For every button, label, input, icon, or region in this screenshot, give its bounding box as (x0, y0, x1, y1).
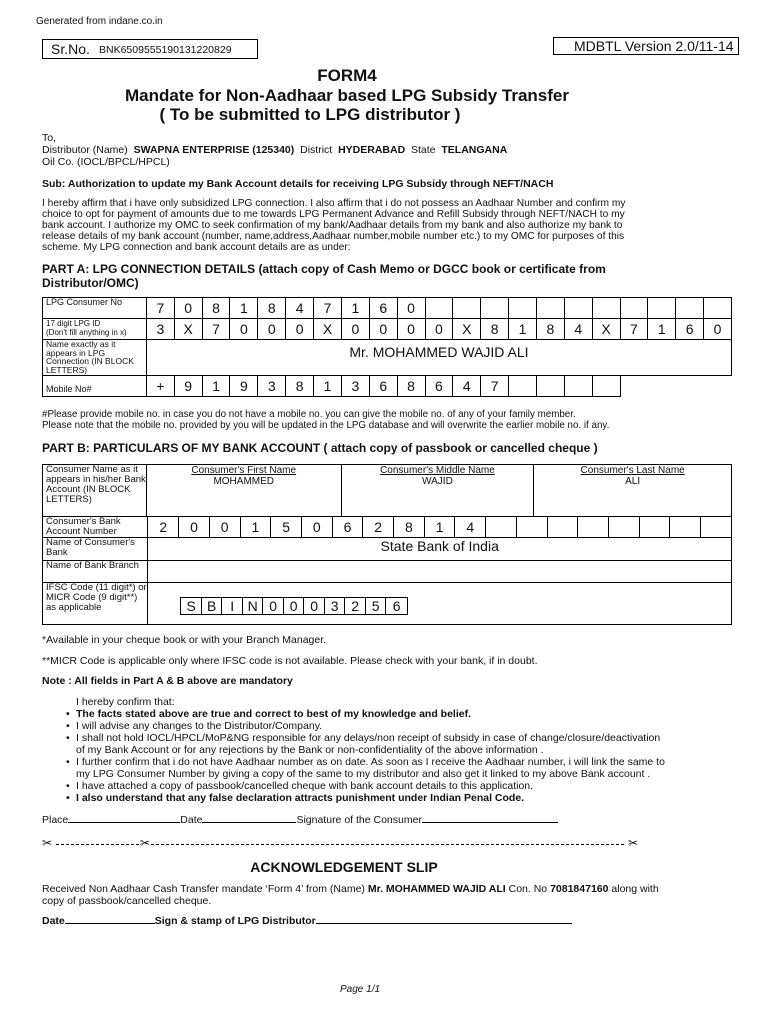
mobile-cell[interactable]: 9 (174, 376, 202, 397)
ifsc-cell[interactable]: 3 (325, 598, 346, 614)
consumer-no-cell[interactable] (536, 298, 564, 319)
mobile-cell[interactable]: 3 (341, 376, 369, 397)
account-cell[interactable] (701, 517, 732, 538)
lpg-id-label (43, 319, 147, 340)
affirm-line: I hereby affirm that i have only subsidized LPG connection. I also affirm that i do not possess an Aadhaar Number and confirm my (42, 198, 626, 209)
lpg-id-cell[interactable]: 0 (286, 319, 314, 340)
ifsc-cell[interactable]: S (181, 598, 202, 614)
lpg-id-cell[interactable]: X (592, 319, 620, 340)
signature-line (42, 814, 602, 826)
ack-sign-line (42, 915, 602, 927)
consumer-no-cell[interactable]: 0 (397, 298, 425, 319)
first-name-value: MOHAMMED (213, 476, 274, 487)
place-field[interactable] (68, 822, 180, 823)
ack-date-label: Date (42, 915, 65, 927)
part-b-heading: PART B: PARTICULARS OF MY BANK ACCOUNT ( attach copy of passbook or cancelled cheque ) (42, 441, 598, 455)
signature-label: Signature of the Consumer (296, 814, 422, 826)
ifsc-row (43, 583, 732, 625)
account-cell[interactable] (516, 517, 547, 538)
version-box: MDBTL Version 2.0/11-14 (553, 37, 739, 55)
affirm-line: scheme. My LPG connection and bank account details are as under: (42, 242, 351, 253)
mobile-note-line1: #Please provide mobile no. in case you do not have a mobile no. you can give the mobile no. of any of your family member. (42, 409, 576, 420)
mobile-cell[interactable]: 6 (369, 376, 397, 397)
lpg-id-cell[interactable]: 4 (564, 319, 592, 340)
ack-line2: copy of passbook/cancelled cheque. (42, 895, 212, 907)
srno-value: BNK6509555190131220829 (99, 44, 232, 56)
confirm-list (66, 708, 666, 804)
oil-company: Oil Co. (IOCL/BPCL/HPCL) (42, 156, 170, 168)
footnote-micr: **MICR Code is applicable only where IFSC code is not available. Please check with your bank, if in doubt. (42, 655, 538, 667)
place-label: Place (42, 814, 69, 826)
consumer-no-cell[interactable] (704, 298, 732, 319)
branch-name-field[interactable] (148, 561, 732, 583)
account-cell[interactable] (639, 517, 670, 538)
bank-label: Name of Consumer's Bank (43, 538, 148, 561)
form-title: FORM4 (317, 66, 377, 85)
consumer-no-row (43, 298, 732, 319)
mobile-cell[interactable]: 9 (230, 376, 258, 397)
distributor-line (42, 144, 507, 156)
part-a-table (42, 297, 732, 397)
confirm-item: • I will advise any changes to the Distributor/Company. (66, 720, 666, 732)
account-cell[interactable]: 5 (271, 517, 302, 538)
ifsc-boxes (180, 597, 408, 615)
confirm-item: • The facts stated above are true and correct to best of my knowledge and belief. (66, 708, 666, 720)
consumer-no-cell[interactable]: 1 (341, 298, 369, 319)
lpg-id-cell[interactable]: X (174, 319, 202, 340)
account-row (43, 517, 732, 538)
confirm-item: • I further confirm that i do not have Aadhaar number as on date. As soon as I receive the Aadhaar number, i will link the same to my LPG Consumer Number by giving a copy of the same to my distributor and also get it linked to my above Bank account . (66, 756, 666, 780)
consumer-no-cell[interactable] (676, 298, 704, 319)
account-cell[interactable]: 2 (148, 517, 179, 538)
form-subtitle: Mandate for Non-Aadhaar based LPG Subsidy Transfer (125, 86, 569, 105)
footnote-cheque: *Available in your cheque book or with your Branch Manager. (42, 634, 327, 646)
cut-line (42, 838, 638, 850)
account-cell[interactable]: 8 (394, 517, 425, 538)
mobile-label: Mobile No# (43, 376, 147, 397)
consumer-no-cell[interactable]: 4 (286, 298, 314, 319)
footnote-mandatory: Note : All fields in Part A & B above are mandatory (42, 675, 293, 687)
ack-text-post: along with (611, 883, 659, 895)
ack-sign-label: Sign & stamp of LPG Distributor (154, 915, 316, 927)
account-cell[interactable]: 6 (332, 517, 363, 538)
empty-cell (704, 376, 732, 397)
confirm-item: • I shall not hold IOCL/HPCL/MoP&NG responsible for any delays/non receipt of subsidy in case of change/closure/deactivation of my Bank Account or for any rejections by the Bank or non-confidentiality of the above information . (66, 732, 666, 756)
ack-con-no: 7081847160 (550, 883, 609, 895)
ack-text-pre: Received Non Aadhaar Cash Transfer mandate ‘Form 4’ from (Name) (42, 883, 365, 895)
mobile-row (43, 376, 732, 397)
first-name-head-text: Consumer's First Name (191, 465, 297, 476)
scissors-icon: ✂ (140, 836, 151, 850)
lpg-id-cell[interactable]: 0 (341, 319, 369, 340)
affirm-line: bank account. I authorize my OMC to seek confirmation of my bank/Aadhaar details from my bank and also authorize my bank to (42, 220, 623, 231)
dist-name: SWAPNA ENTERPRISE (125340) (133, 144, 295, 156)
lpg-id-cell[interactable]: 7 (202, 319, 230, 340)
consumer-no-label: LPG Consumer No (43, 298, 147, 319)
consumer-no-cell[interactable]: 7 (314, 298, 342, 319)
lpg-id-cell[interactable]: 8 (481, 319, 509, 340)
ack-sign-field[interactable] (316, 923, 572, 924)
ifsc-cell[interactable]: B (202, 598, 223, 614)
account-cell[interactable] (486, 517, 517, 538)
name-label: Name exactly as it appears in LPG Connection (IN BLOCK LETTERS) (43, 340, 147, 376)
mobile-cell[interactable]: 4 (453, 376, 481, 397)
dist-label: Distributor (Name) (42, 144, 128, 156)
mobile-cell[interactable]: 3 (258, 376, 286, 397)
lpg-id-cell[interactable]: 0 (230, 319, 258, 340)
middle-name-head-text: Consumer's Middle Name (380, 465, 495, 476)
lpg-id-row (43, 319, 732, 340)
consumer-no-cell[interactable] (453, 298, 481, 319)
lpg-id-label-line2: (Don't fill anything in x) (46, 328, 127, 337)
lpg-id-cell[interactable]: 1 (648, 319, 676, 340)
part-b-table-lower (42, 516, 732, 625)
account-cell[interactable]: 1 (424, 517, 455, 538)
connection-name-field[interactable]: Mr. MOHAMMED WAJID ALI (146, 340, 731, 376)
ifsc-cell[interactable]: 0 (284, 598, 305, 614)
lpg-id-label-line1: 17 digit LPG ID (46, 319, 101, 328)
ifsc-cell[interactable]: 5 (366, 598, 387, 614)
date-label: Date (180, 814, 203, 826)
account-cell[interactable] (578, 517, 609, 538)
part-a-heading-line2: Distributor/OMC) (42, 276, 139, 290)
srno-label: Sr.No. (51, 41, 90, 57)
ack-line1 (42, 883, 662, 895)
consumer-no-cell[interactable] (564, 298, 592, 319)
first-name-head (147, 465, 341, 476)
lpg-id-cell[interactable]: 0 (425, 319, 453, 340)
consumer-no-cell[interactable] (620, 298, 648, 319)
generated-from: Generated from indane.co.in (36, 16, 163, 27)
account-cell[interactable] (608, 517, 639, 538)
district-value: HYDERABAD (338, 144, 406, 156)
consumer-no-cell[interactable] (648, 298, 676, 319)
consumer-no-cell[interactable]: 8 (258, 298, 286, 319)
last-name-head (534, 465, 731, 476)
lpg-id-cell[interactable]: 3 (146, 319, 174, 340)
state-label: State (411, 144, 436, 156)
mobile-cell[interactable] (536, 376, 564, 397)
lpg-id-cell[interactable]: X (314, 319, 342, 340)
ifsc-cell[interactable]: N (243, 598, 264, 614)
ifsc-cell[interactable]: 0 (263, 598, 284, 614)
name-row (43, 340, 732, 376)
mobile-cell[interactable]: 8 (286, 376, 314, 397)
date-field[interactable] (202, 822, 296, 823)
consumer-no-cell[interactable] (592, 298, 620, 319)
last-name-cell[interactable] (534, 465, 732, 517)
consumer-no-cell[interactable]: 6 (369, 298, 397, 319)
first-name-cell[interactable] (146, 465, 341, 517)
account-cell[interactable]: 2 (363, 517, 394, 538)
state-value: TELANGANA (441, 144, 508, 156)
account-cell[interactable]: 0 (301, 517, 332, 538)
bank-row (43, 538, 732, 561)
account-cell[interactable]: 0 (209, 517, 240, 538)
ack-text (42, 883, 662, 907)
consumer-no-cell[interactable] (425, 298, 453, 319)
empty-cell (676, 376, 704, 397)
bank-name-row (43, 465, 732, 517)
branch-label: Name of Bank Branch (43, 561, 148, 583)
ack-title: ACKNOWLEDGEMENT SLIP (250, 859, 438, 875)
ack-con-label: Con. No (508, 883, 548, 895)
last-name-value: ALI (625, 476, 641, 487)
affirm-line: choice to opt for payment of amounts due to me towards LPG Permanent Advance and Refill Subsidy through NEFT/NACH to my (42, 209, 625, 220)
form-instruction: ( To be submitted to LPG distributor ) (159, 105, 461, 124)
mobile-cell[interactable] (509, 376, 537, 397)
lpg-id-cell[interactable]: 7 (620, 319, 648, 340)
empty-cell (648, 376, 676, 397)
bank-name-label: Consumer Name as it appears in his/her Bank Account (IN BLOCK LETTERS) (43, 465, 147, 517)
account-label: Consumer's Bank Account Number (43, 517, 148, 538)
affirm-line: release details of my bank account (number, name,address,Aadhaar number,mobile number etc.) to my OMC for purposes of this (42, 231, 625, 242)
affirmation-paragraph (42, 198, 682, 253)
mobile-note-line2: Please note that the mobile no. provided by you will be updated in the LPG database and will overwrite the earlier mobile no. if any. (42, 420, 610, 431)
lpg-id-cell[interactable]: 6 (676, 319, 704, 340)
last-name-head-text: Consumer's Last Name (580, 465, 685, 476)
consumer-no-cell[interactable]: 7 (146, 298, 174, 319)
ifsc-cell[interactable]: 0 (304, 598, 325, 614)
ack-date-field[interactable] (65, 923, 155, 924)
subject-line: Sub: Authorization to update my Bank Account details for receiving LPG Subsidy through NEFT/NACH (42, 178, 554, 190)
scissors-icon: ✂ (627, 836, 638, 850)
account-cell[interactable]: 1 (240, 517, 271, 538)
account-cell[interactable] (547, 517, 578, 538)
mobile-cell[interactable]: + (146, 376, 174, 397)
consumer-no-cell[interactable] (509, 298, 537, 319)
confirm-item: • I also understand that any false declaration attracts punishment under Indian Penal Code. (66, 792, 666, 804)
middle-name-head (342, 465, 534, 476)
part-b-table (42, 464, 732, 517)
middle-name-value: WAJID (422, 476, 453, 487)
confirm-intro: I hereby confirm that: (76, 696, 175, 708)
to-label: To, (42, 132, 57, 144)
consumer-no-cell[interactable]: 0 (174, 298, 202, 319)
part-a-heading-line1: PART A: LPG CONNECTION DETAILS (attach copy of Cash Memo or DGCC book or certificate from (42, 262, 606, 276)
lpg-id-cell[interactable]: X (453, 319, 481, 340)
ifsc-field[interactable] (148, 583, 732, 625)
empty-cell (620, 376, 648, 397)
scissors-icon: ✂ (42, 836, 53, 850)
mobile-cell[interactable] (592, 376, 620, 397)
ack-name: Mr. MOHAMMED WAJID ALI (367, 883, 506, 895)
consumer-no-cell[interactable] (481, 298, 509, 319)
lpg-id-cell[interactable]: 1 (509, 319, 537, 340)
mobile-cell[interactable] (564, 376, 592, 397)
ifsc-label: IFSC Code (11 digit*) or MICR Code (9 digit**) as applicable (43, 583, 148, 625)
part-a-heading (42, 262, 606, 290)
ifsc-cell[interactable]: 2 (345, 598, 366, 614)
confirm-item: • I have attached a copy of passbook/cancelled cheque with bank account details to this application. (66, 780, 666, 792)
account-cell[interactable]: 4 (455, 517, 486, 538)
lpg-id-cell[interactable]: 0 (397, 319, 425, 340)
serial-number-box (42, 39, 258, 59)
signature-field[interactable] (422, 822, 558, 823)
mobile-cell[interactable]: 6 (425, 376, 453, 397)
lpg-id-cell[interactable]: 0 (704, 319, 732, 340)
mobile-cell[interactable]: 1 (314, 376, 342, 397)
mobile-cell[interactable]: 1 (202, 376, 230, 397)
consumer-no-cell[interactable]: 8 (202, 298, 230, 319)
account-cell[interactable] (670, 517, 701, 538)
mobile-cell[interactable]: 8 (397, 376, 425, 397)
page-number: Page 1/1 (340, 984, 381, 995)
mobile-note (42, 409, 609, 431)
middle-name-cell[interactable] (341, 465, 534, 517)
branch-row (43, 561, 732, 583)
ifsc-cell[interactable]: I (222, 598, 243, 614)
lpg-id-cell[interactable]: 8 (536, 319, 564, 340)
consumer-no-cell[interactable]: 1 (230, 298, 258, 319)
lpg-id-cell[interactable]: 0 (369, 319, 397, 340)
lpg-id-cell[interactable]: 0 (258, 319, 286, 340)
account-cell[interactable]: 0 (179, 517, 210, 538)
ifsc-cell[interactable]: 6 (392, 598, 401, 614)
mobile-cell[interactable]: 7 (481, 376, 509, 397)
district-label: District (300, 144, 333, 156)
bank-name-field[interactable]: State Bank of India (148, 538, 732, 561)
